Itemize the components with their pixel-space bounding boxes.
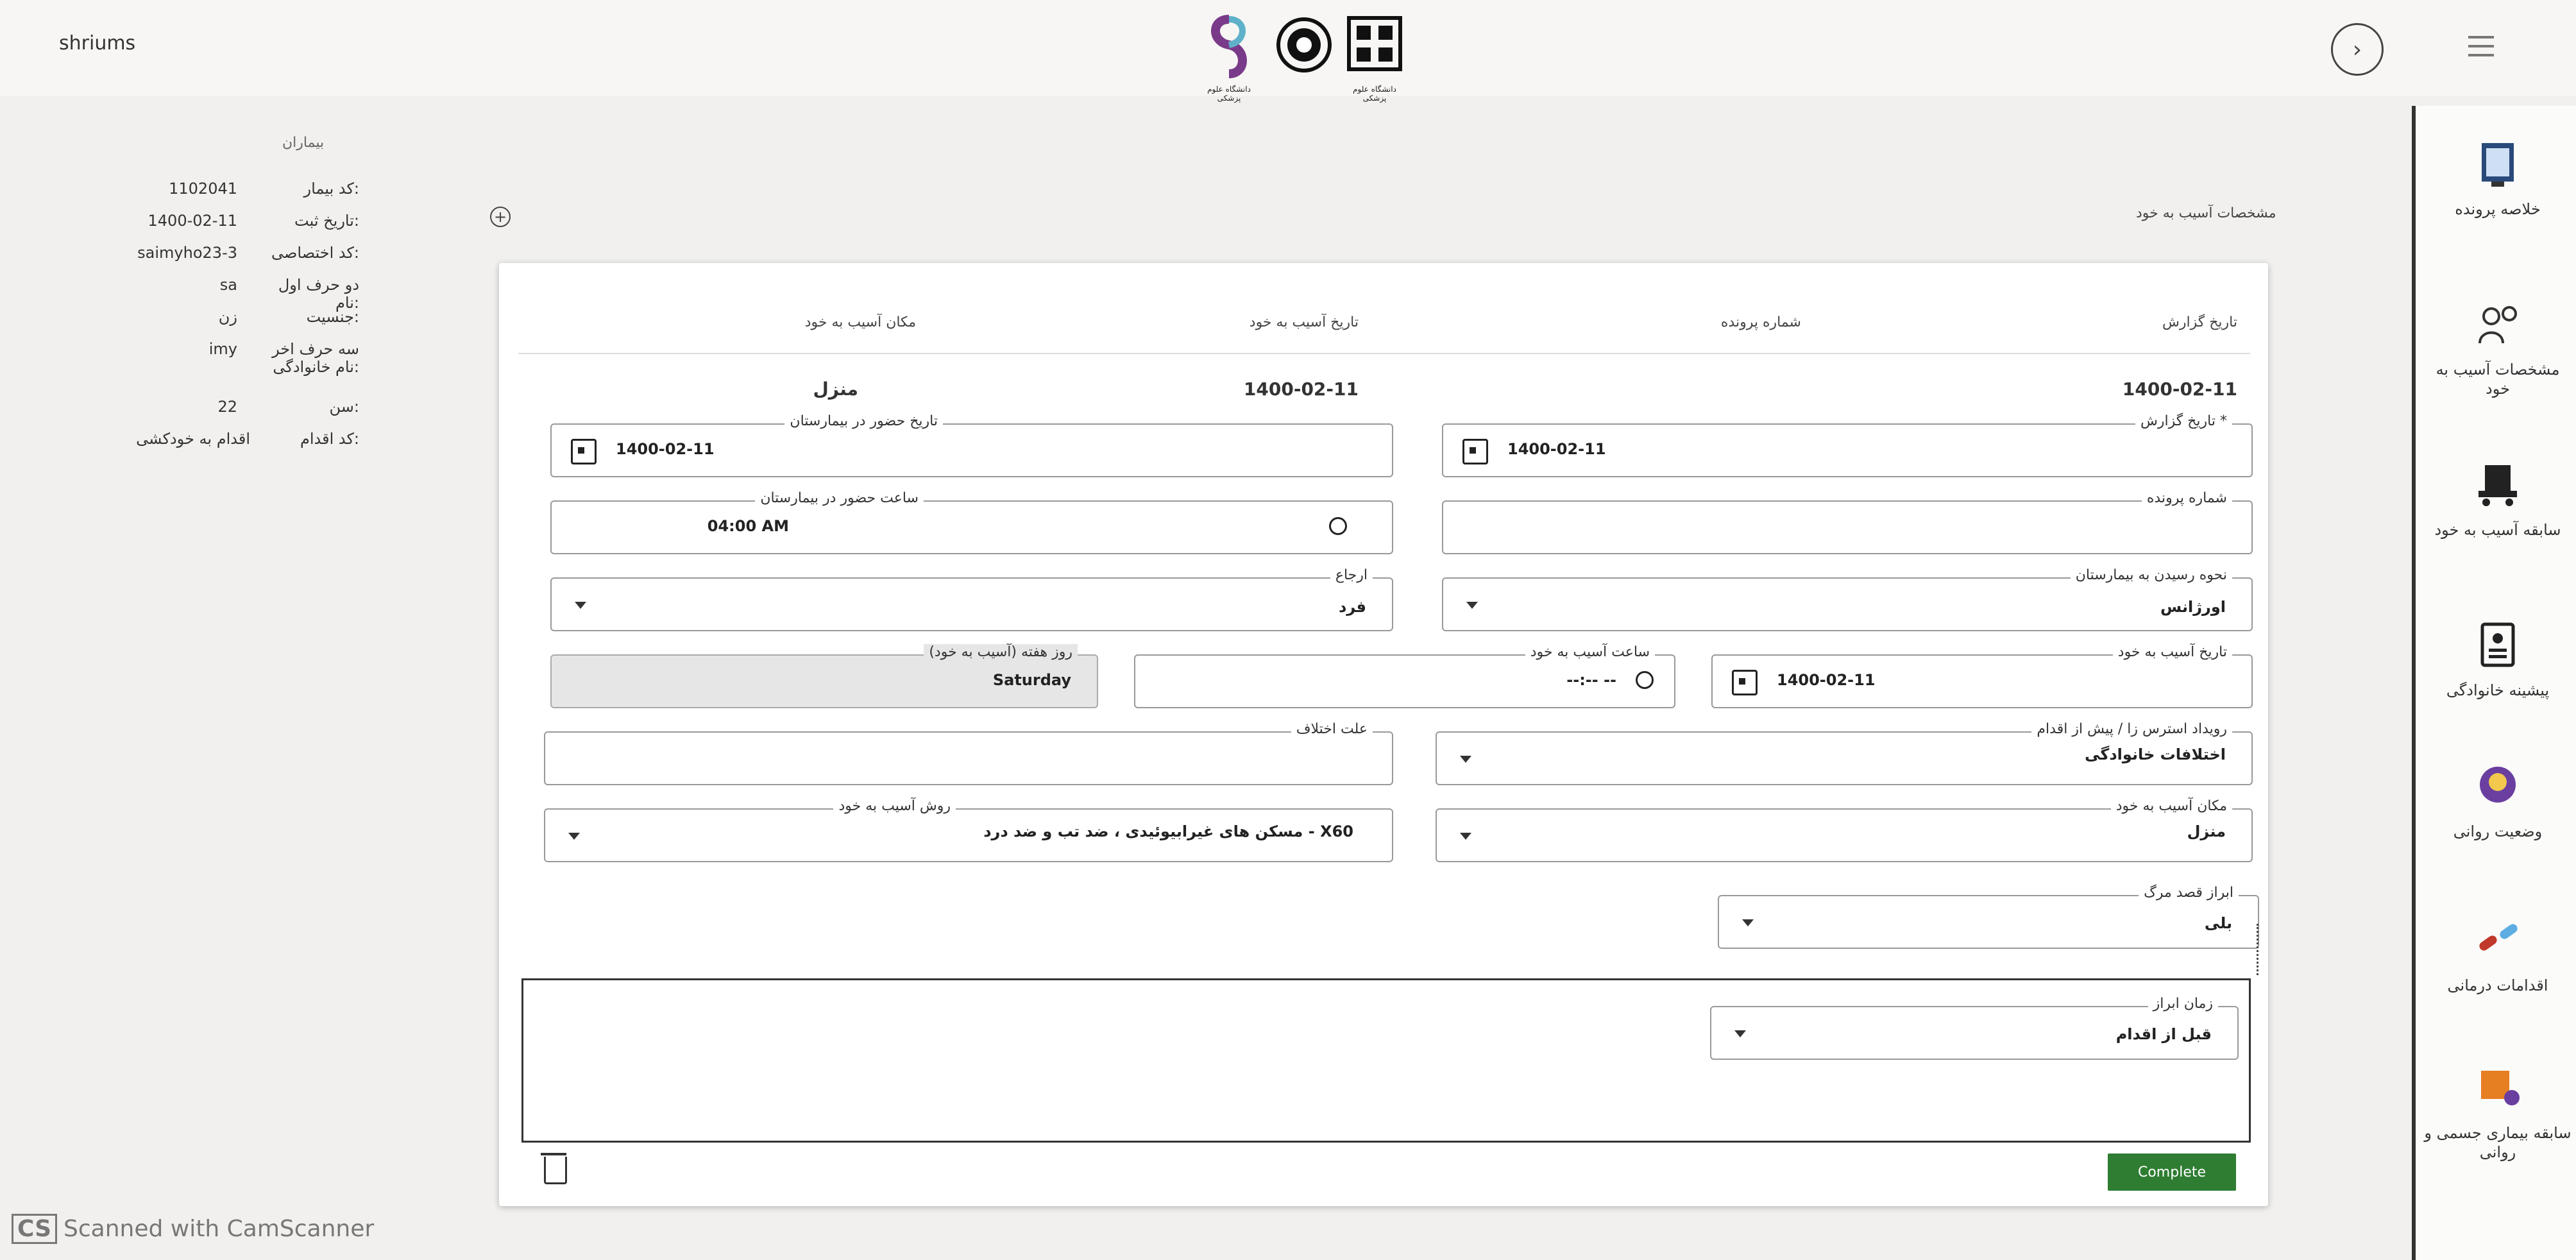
- patient-label: جنسیت:: [306, 308, 359, 326]
- scanner-watermark: [12, 1214, 374, 1244]
- field-value: بلی: [2204, 914, 2232, 932]
- field-label: مکان آسیب به خود: [2111, 798, 2232, 814]
- field-label: ابراز قصد مرگ: [2139, 885, 2239, 901]
- patient-label: کد بیمار:: [303, 180, 359, 198]
- patient-label: تاریخ ثبت:: [294, 212, 359, 230]
- weekday-field: [550, 644, 1098, 708]
- report-date-field[interactable]: [1442, 413, 2253, 477]
- sidebar-item-label: اقدامات درمانی: [2447, 976, 2548, 994]
- chevron-right-icon[interactable]: ›: [2331, 23, 2384, 76]
- field-label: ساعت حضور در بیمارستان: [755, 490, 924, 506]
- medical-history-icon: [2466, 1055, 2530, 1120]
- patient-label: کد اقدام:: [300, 430, 359, 448]
- field-label: تاریخ حضور در بیمارستان: [784, 413, 943, 429]
- field-value: اختلافات خانوادگی: [2085, 745, 2226, 763]
- sidebar-item-label: وضعیت روانی: [2453, 822, 2543, 840]
- field-value: Saturday: [992, 671, 1071, 689]
- patient-value: 22: [217, 398, 237, 416]
- patient-row: [26, 308, 359, 337]
- patient-row: [26, 244, 359, 273]
- field-label: ارجاع: [1330, 567, 1373, 583]
- arrival-method-select[interactable]: [1442, 567, 2253, 631]
- tool-time-select[interactable]: [1710, 996, 2239, 1060]
- table-row[interactable]: [518, 353, 2250, 417]
- logo-grid-emblem-icon: [1344, 13, 1405, 83]
- patient-value: saimyho23-3: [137, 244, 237, 262]
- field-label: ساعت آسیب به خود: [1525, 644, 1655, 660]
- sidebar-item-self-harm-history[interactable]: [2416, 452, 2576, 540]
- field-value: 1400-02-11: [1507, 440, 1606, 458]
- field-label: علت اختلاف: [1291, 721, 1373, 737]
- sidebar-item-family-history[interactable]: [2416, 613, 2576, 700]
- field-value: منزل: [2187, 822, 2226, 840]
- patient-row: [26, 340, 359, 391]
- field-value: 04:00 AM: [707, 517, 789, 535]
- watermark-text: Scanned with CamScanner: [64, 1216, 375, 1242]
- trash-icon[interactable]: [544, 1157, 567, 1184]
- brand-name: shriums: [59, 32, 136, 55]
- table-cell: منزل: [813, 379, 858, 400]
- field-label: رویداد استرس زا / پیش از اقدام: [2031, 721, 2232, 737]
- patient-label: دو حرف اول نام:: [278, 276, 359, 312]
- hospital-time-field[interactable]: [550, 490, 1393, 554]
- person-gear-icon: [2466, 292, 2530, 356]
- logo-caption: دانشگاه علوم پزشکی: [1207, 85, 1251, 103]
- sidebar-item-label: پیشینه خانوادگی: [2446, 681, 2550, 699]
- sidebar: [2412, 106, 2576, 1260]
- sidebar-item-label: سابقه بیماری جسمی و روانی: [2424, 1124, 2572, 1161]
- patient-row: [26, 276, 359, 312]
- patient-label: سه حرف اخر نام خانوادگی:: [272, 340, 359, 376]
- field-value: 1400-02-11: [1777, 671, 1876, 689]
- field-value: فرد: [1339, 598, 1366, 616]
- clock-icon[interactable]: [1329, 517, 1347, 535]
- field-label: شماره پرونده: [2142, 490, 2232, 506]
- chevron-down-icon[interactable]: [1460, 833, 1471, 840]
- calendar-icon[interactable]: [571, 439, 597, 464]
- referral-select[interactable]: [550, 567, 1393, 631]
- sidebar-item-label: خلاصه پرونده: [2455, 200, 2541, 218]
- field-label: زمان ابراز: [2148, 996, 2218, 1012]
- field-value: 1400-02-11: [616, 440, 715, 458]
- chevron-down-icon[interactable]: [575, 602, 586, 609]
- injury-method-select[interactable]: [544, 798, 1393, 862]
- sidebar-item-self-harm-details[interactable]: [2416, 292, 2576, 398]
- field-value: --:-- --: [1566, 671, 1616, 689]
- field-label: روش آسیب به خود: [833, 798, 956, 814]
- form-card: [499, 263, 2268, 1206]
- sidebar-item-label: مشخصات آسیب به خود: [2436, 361, 2560, 398]
- document-icon: [2466, 613, 2530, 677]
- field-label: تاریخ آسیب به خود: [2113, 644, 2232, 660]
- chevron-down-icon[interactable]: [1742, 919, 1754, 926]
- chevron-down-icon[interactable]: [1460, 756, 1471, 763]
- chevron-down-icon[interactable]: [568, 833, 580, 840]
- field-value: مسکن های غیرابیوئیدی ، ضد تب و ضد درد - X60: [983, 822, 1353, 840]
- patient-row: [26, 212, 359, 241]
- patient-value: imy: [208, 340, 237, 358]
- patient-row: [26, 180, 359, 209]
- calendar-icon[interactable]: [1462, 439, 1488, 464]
- column-header: تاریخ آسیب به خود: [1249, 314, 1359, 330]
- clipboard-icon: [2466, 132, 2530, 196]
- patient-value: 1102041: [169, 180, 237, 198]
- field-value: اورژانس: [2160, 598, 2226, 616]
- nested-section: [521, 978, 2251, 1143]
- history-cart-icon: [2466, 452, 2530, 516]
- patient-row: [26, 398, 359, 427]
- chevron-down-icon[interactable]: [1734, 1030, 1746, 1037]
- pills-icon: [2466, 908, 2530, 972]
- divider: [2257, 924, 2258, 975]
- hospital-date-field[interactable]: [550, 413, 1393, 477]
- injury-time-field[interactable]: [1134, 644, 1675, 708]
- add-icon[interactable]: +: [490, 207, 511, 227]
- camscanner-logo: CS: [12, 1214, 57, 1244]
- patient-row: [26, 430, 359, 459]
- patient-value: 1400-02-11: [148, 212, 237, 230]
- patient-label: سن:: [329, 398, 359, 416]
- table-header: [518, 289, 2250, 354]
- sidebar-item-medical-history[interactable]: [2416, 1055, 2576, 1162]
- chevron-down-icon[interactable]: [1466, 602, 1478, 609]
- stress-event-select[interactable]: [1436, 721, 2253, 785]
- logo-ribbon-icon: [1198, 13, 1260, 83]
- injury-place-select[interactable]: [1436, 798, 2253, 862]
- head-brain-icon: [2466, 754, 2530, 818]
- clock-icon[interactable]: [1636, 671, 1654, 689]
- column-header: تاریخ گزارش: [2162, 314, 2237, 330]
- patient-label: کد اختصاصی:: [271, 244, 359, 262]
- injury-date-field[interactable]: [1711, 644, 2253, 708]
- table-cell: 1400-02-11: [1243, 379, 1359, 400]
- sidebar-item-mental-status[interactable]: [2416, 754, 2576, 841]
- conflict-cause-field[interactable]: [544, 721, 1393, 785]
- patient-value: اقدام به خودکشی: [136, 430, 250, 448]
- sidebar-item-treatments[interactable]: [2416, 908, 2576, 995]
- patient-value: زن: [218, 308, 237, 326]
- patient-value: sa: [219, 276, 237, 294]
- field-label: تاریخ گزارش *: [2135, 413, 2232, 429]
- field-label: نحوه رسیدن به بیمارستان: [2071, 567, 2232, 583]
- logo-university-seal-icon: [1273, 13, 1335, 83]
- section-title: مشخصات آسیب به خود: [2136, 205, 2276, 221]
- table-cell: 1400-02-11: [2122, 379, 2237, 400]
- hamburger-menu-icon[interactable]: [2468, 36, 2494, 59]
- death-intent-select[interactable]: [1718, 885, 2259, 949]
- calendar-icon[interactable]: [1732, 670, 1758, 695]
- file-number-field[interactable]: [1442, 490, 2253, 554]
- column-header: شماره پرونده: [1720, 314, 1801, 330]
- field-label: روز هفته (آسیب به خود): [924, 644, 1078, 660]
- patient-panel-title: بیماران: [282, 135, 325, 151]
- column-header: مکان آسیب به خود: [804, 314, 916, 330]
- complete-button[interactable]: Complete: [2108, 1154, 2236, 1191]
- field-value: قبل از اقدام: [2115, 1025, 2212, 1043]
- sidebar-item-summary[interactable]: [2416, 132, 2576, 219]
- sidebar-item-label: سابقه آسیب به خود: [2434, 521, 2561, 539]
- logo-caption: دانشگاه علوم پزشکی: [1353, 85, 1396, 103]
